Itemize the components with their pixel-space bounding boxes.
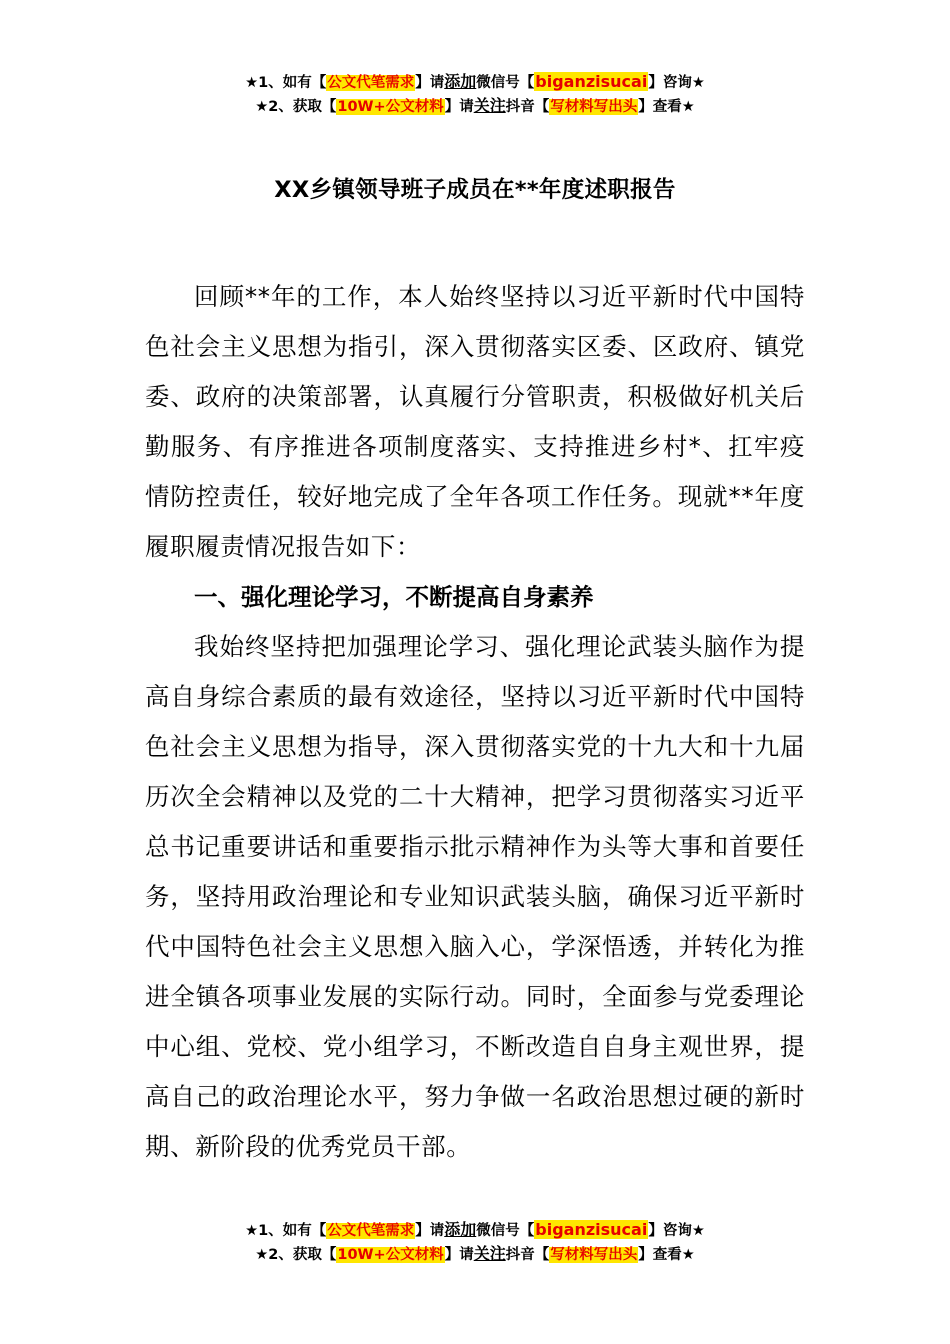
section-paragraph: 我始终坚持把加强理论学习、强化理论武装头脑作为提高自身综合素质的最有效途径，坚持以习近平新时代中国特色社会主义思想为指导，深入贯彻落实党的十九大和十九届历次全会精神以及党的二十大精神，把学习贯彻落实习近平总书记重要讲话和重要指示批示精神作为头等大事和首要任务，坚持用政治理论和专业知识武装头脑，确保习近平新时代中国特色社会主义思想入脑入心，学深悟透，并转化为推进全镇各项事业发展的实际行动。同时，全面参与党委理论中心组、党校、党小组学习，不断改造自自身主观世界，提高自己的政治理论水平，努力争做一名政治思想过硬的新时期、新阶段的优秀党员干部。 — [145, 632, 805, 1161]
promo-line-1 — [0, 70, 950, 94]
document-body — [145, 272, 805, 1172]
promo-text: 微信号【 — [476, 75, 535, 91]
promo-line-1 — [0, 1218, 950, 1242]
promo-underlined: 添加 — [444, 1220, 477, 1239]
promo-underlined: 关注 — [473, 1244, 506, 1263]
promo-highlight-wechat-id: biganzisucai — [535, 1220, 648, 1239]
intro-paragraph: 回顾**年的工作，本人始终坚持以习近平新时代中国特色社会主义思想为指引，深入贯彻落实区委、区政府、镇党委、政府的决策部署，认真履行分管职责，积极做好机关后勤服务、有序推进各项制度落实、支持推进乡村*、扛牢疫情防控责任，较好地完成了全年各项工作任务。现就**年度履职履责情况报告如下： — [145, 282, 805, 561]
promo-highlight: 10W+公文材料 — [337, 99, 444, 115]
promo-text: 】查看★ — [638, 99, 695, 115]
promo-line-2 — [0, 94, 950, 118]
promo-text: ★1、如有【 — [245, 75, 327, 91]
promo-text: ★2、获取【 — [255, 99, 337, 115]
promo-text: 】请 — [444, 1247, 474, 1263]
promo-highlight: 公文代笔需求 — [327, 75, 415, 91]
promo-text: 】请 — [415, 75, 445, 91]
promo-text: 】请 — [415, 1223, 445, 1239]
promo-highlight-wechat-id: biganzisucai — [535, 72, 648, 91]
promo-text: 】请 — [444, 99, 474, 115]
promo-highlight: 公文代笔需求 — [327, 1223, 415, 1239]
promo-line-2 — [0, 1242, 950, 1266]
promo-text: 】咨询★ — [648, 1223, 705, 1239]
promo-highlight-douyin: 写材料写出头 — [550, 99, 638, 115]
promo-text: ★1、如有【 — [245, 1223, 327, 1239]
promo-underlined: 关注 — [473, 96, 506, 115]
promo-highlight: 10W+公文材料 — [337, 1247, 444, 1263]
promo-underlined: 添加 — [444, 72, 477, 91]
promo-text: 微信号【 — [476, 1223, 535, 1239]
promo-text: 抖音【 — [505, 99, 550, 115]
promo-banner-top — [0, 70, 950, 118]
promo-text: 】查看★ — [638, 1247, 695, 1263]
promo-banner-bottom — [0, 1218, 950, 1266]
promo-text: 抖音【 — [505, 1247, 550, 1263]
promo-text: ★2、获取【 — [255, 1247, 337, 1263]
document-title: XX乡镇领导班子成员在**年度述职报告 — [274, 177, 676, 204]
section-heading: 一、强化理论学习，不断提高自身素养 — [194, 583, 594, 611]
promo-text: 】咨询★ — [648, 75, 705, 91]
promo-highlight-douyin: 写材料写出头 — [550, 1247, 638, 1263]
